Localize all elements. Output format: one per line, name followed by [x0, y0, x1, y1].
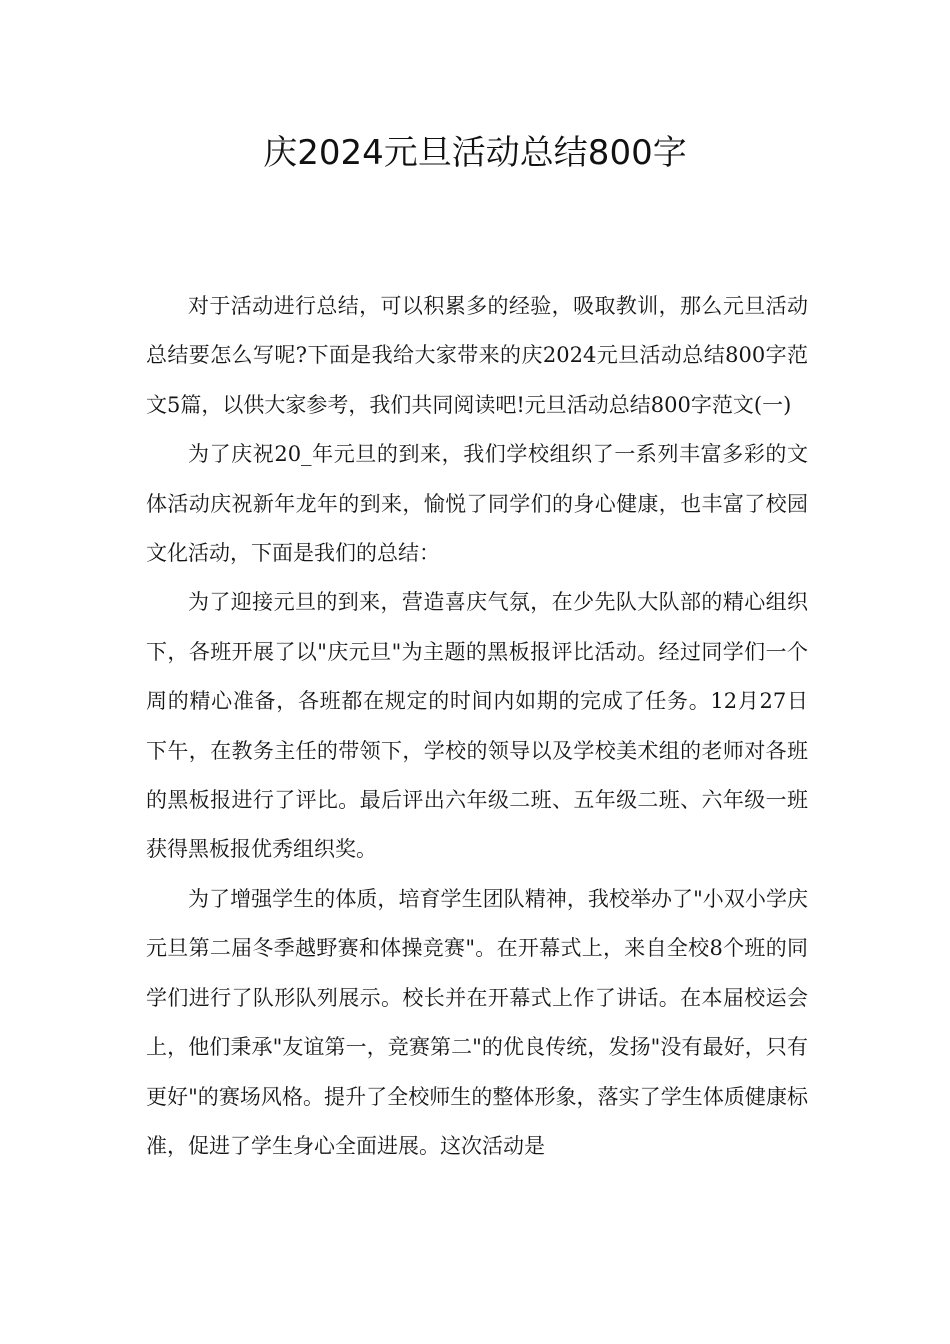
paragraph-intro: 对于活动进行总结，可以积累多的经验，吸取教训，那么元旦活动总结要怎么写呢?下面是我给大家带来的庆2024元旦活动总结800字范文5篇，以供大家参考，我们共同阅读吧!元旦活动总结800字范文(一): [146, 294, 808, 417]
paragraph-celebration: 为了庆祝20_年元旦的到来，我们学校组织了一系列丰富多彩的文体活动庆祝新年龙年的到来，愉悦了同学们的身心健康，也丰富了校园文化活动，下面是我们的总结：: [146, 442, 808, 566]
paragraph-sports: 为了增强学生的体质，培育学生团队精神，我校举办了"小双小学庆元旦第二届冬季越野赛和体操竞赛"。在开幕式上，来自全校8个班的同学们进行了队形队列展示。校长并在开幕式上作了讲话。在本届校运会上，他们秉承"友谊第一，竞赛第二"的优良传统，发扬"没有最好，只有更好"的赛场风格。提升了全校师生的整体形象，落实了学生体质健康标准，促进了学生身心全面进展。这次活动是: [146, 886, 808, 1158]
document-body: [146, 282, 808, 1171]
document-title: 庆2024元旦活动总结800字: [263, 133, 687, 173]
paragraph-blackboard: 为了迎接元旦的到来，营造喜庆气氛，在少先队大队部的精心组织下，各班开展了以"庆元旦"为主题的黑板报评比活动。经过同学们一个周的精心准备，各班都在规定的时间内如期的完成了任务。12月27日下午，在教务主任的带领下，学校的领导以及学校美术组的老师对各班的黑板报进行了评比。最后评出六年级二班、五年级二班、六年级一班获得黑板报优秀组织奖。: [146, 590, 808, 862]
